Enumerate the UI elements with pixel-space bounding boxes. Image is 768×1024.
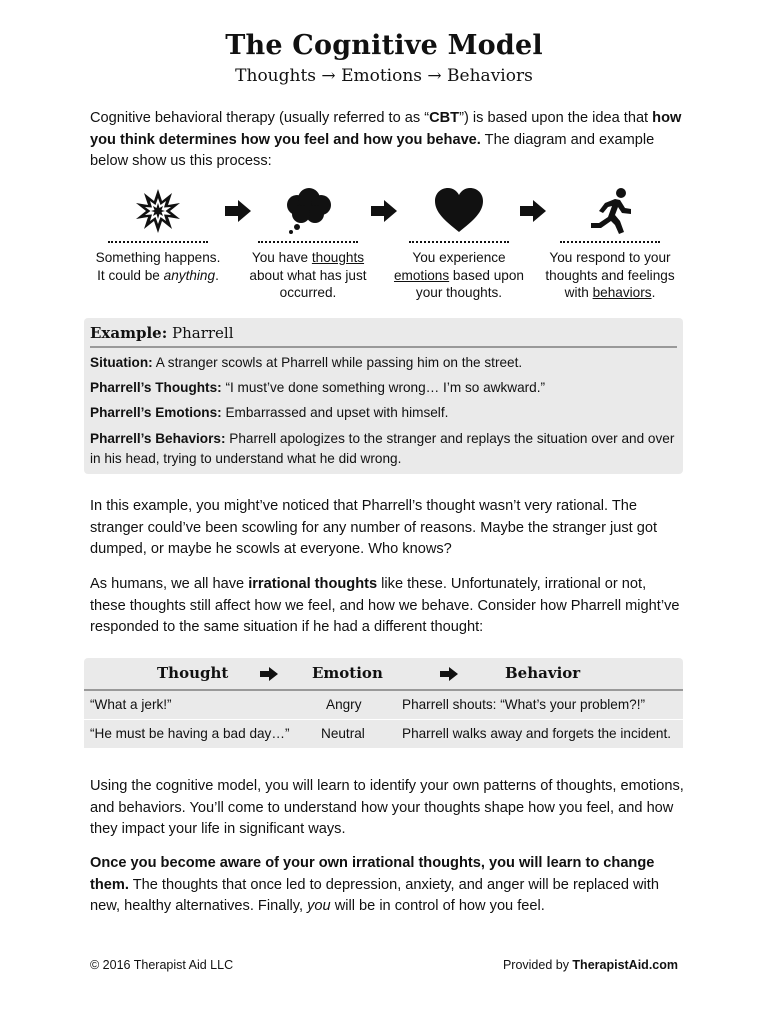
page-subtitle: Thoughts → Emotions → Behaviors bbox=[235, 66, 533, 86]
step-caption: You respond to your thoughts and feelings with behaviors. bbox=[545, 250, 675, 300]
header-emotion: Emotion bbox=[312, 664, 383, 682]
thought-cloud-icon bbox=[238, 186, 378, 236]
cognitive-model-diagram bbox=[90, 186, 680, 311]
table-row bbox=[84, 719, 683, 748]
step-thoughts bbox=[238, 186, 378, 302]
step-behaviors bbox=[540, 186, 680, 302]
step-emotions bbox=[389, 186, 529, 302]
example-box bbox=[84, 318, 683, 474]
table-header bbox=[84, 658, 683, 691]
intro-cbt: CBT bbox=[429, 110, 460, 126]
paragraph-3: Using the cognitive model, you will learn to identify your own patterns of thoughts, emotions, and behaviors. You’ll come to understand how your thoughts shape how you feel, and how they impact your life in significant ways. bbox=[90, 778, 684, 837]
paragraph-1: In this example, you might’ve noticed that Pharrell’s thought wasn’t very rational. The stranger could’ve been scowling for any number of reasons. Maybe the stranger just got dumped, or maybe he scowls at everyone. Who knows? bbox=[90, 498, 658, 557]
header-behavior: Behavior bbox=[505, 664, 581, 682]
arrow-right-icon bbox=[260, 667, 278, 681]
step-something-happens bbox=[88, 186, 228, 284]
intro-bold: how you think determines how you feel and how you behave. bbox=[90, 110, 682, 148]
footer-provided-by: Provided by TherapistAid.com bbox=[502, 958, 678, 972]
page-title: The Cognitive Model bbox=[225, 30, 543, 61]
cell-behavior: Pharrell shouts: “What’s your problem?!” bbox=[402, 697, 646, 712]
step-caption: Something happens. It could be anything. bbox=[95, 250, 221, 283]
dotted-divider bbox=[108, 241, 208, 243]
heart-icon bbox=[389, 186, 529, 236]
intro-text-2: ”) is based upon the idea that bbox=[459, 110, 653, 126]
example-thoughts: Pharrell’s Thoughts: “I must’ve done something wrong… I’m so awkward.” bbox=[90, 380, 546, 395]
cell-behavior: Pharrell walks away and forgets the incident. bbox=[402, 726, 671, 741]
example-emotions: Pharrell’s Emotions: Embarrassed and upset with himself. bbox=[90, 405, 449, 420]
table-row bbox=[84, 691, 683, 719]
footer-copyright: © 2016 Therapist Aid LLC bbox=[90, 958, 234, 972]
intro-text-3: The diagram and example below show us this process: bbox=[90, 131, 655, 169]
dotted-divider bbox=[560, 241, 660, 243]
example-behaviors: Pharrell’s Behaviors: Pharrell apologizes to the stranger and replays the situation over and over in his head, trying to understand what he did wrong. bbox=[90, 431, 675, 466]
step-caption: You experience emotions based upon your thoughts. bbox=[393, 250, 524, 300]
intro-paragraph bbox=[90, 108, 684, 173]
cell-emotion: Angry bbox=[326, 697, 362, 712]
footer-site-link[interactable]: TherapistAid.com bbox=[572, 958, 678, 972]
cell-thought: “He must be having a bad day…” bbox=[90, 726, 290, 741]
cell-emotion: Neutral bbox=[321, 726, 365, 741]
arrow-right-icon bbox=[440, 667, 458, 681]
cell-thought: “What a jerk!” bbox=[90, 697, 172, 712]
intro-text-1: Cognitive behavioral therapy (usually referred to as “ bbox=[90, 110, 430, 126]
running-person-icon bbox=[540, 186, 680, 236]
example-heading: Example: Pharrell bbox=[90, 324, 677, 348]
example-situation: Situation: A stranger scowls at Pharrell while passing him on the street. bbox=[90, 355, 523, 370]
dotted-divider bbox=[409, 241, 509, 243]
explosion-icon bbox=[88, 186, 228, 236]
step-caption: You have thoughts about what has just occurred. bbox=[249, 250, 367, 300]
alternatives-table bbox=[84, 658, 683, 748]
paragraph-2: As humans, we all have irrational thoughts like these. Unfortunately, irrational or not, these thoughts still affect how we feel, and how we behave. Consider how Pharrell might’ve responded to the same situation if he had a different thought: bbox=[90, 576, 680, 635]
paragraph-4: Once you become aware of your own irrational thoughts, you will learn to change them. The thoughts that once led to depression, anxiety, and anger will be replaced with new, healthy alternatives. Finally, you will be in control of how you feel. bbox=[90, 855, 659, 914]
dotted-divider bbox=[258, 241, 358, 243]
header-thought: Thought bbox=[157, 664, 229, 682]
